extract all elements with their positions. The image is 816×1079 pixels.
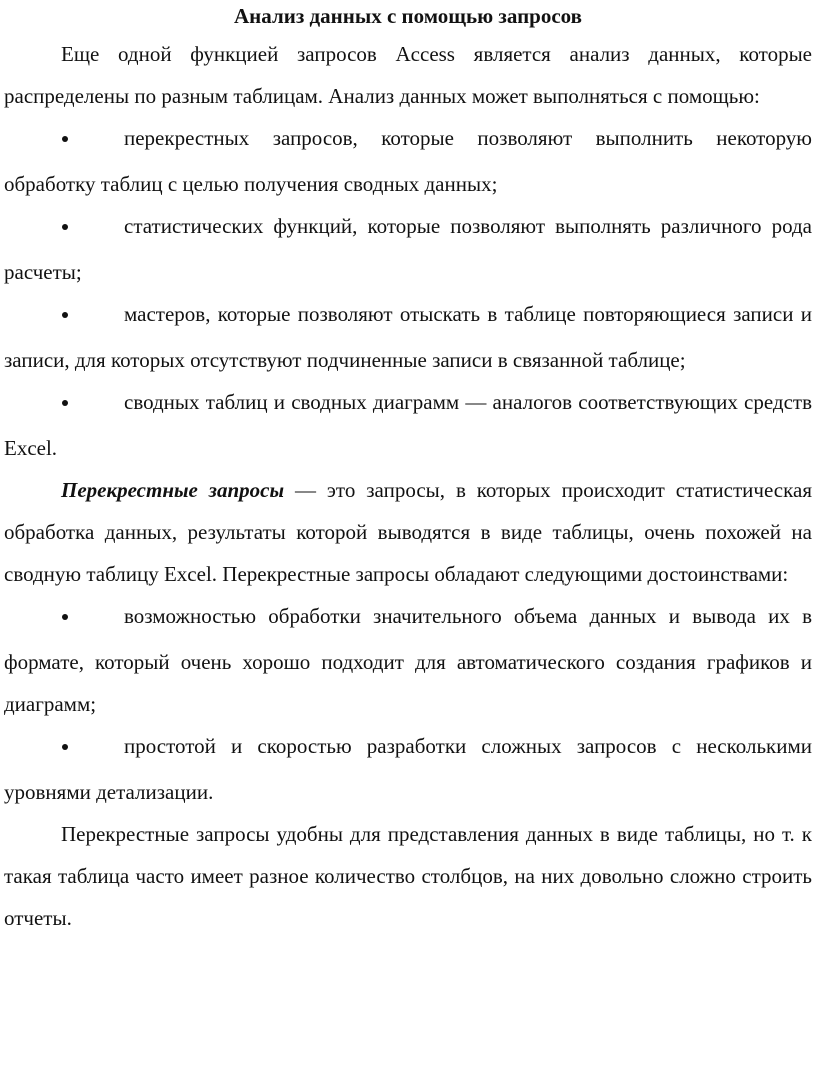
cross-query-term: Перекрестные запросы bbox=[61, 478, 285, 502]
list-item bbox=[4, 293, 812, 381]
bullet-icon bbox=[4, 121, 124, 163]
document-title: Анализ данных с помощью запросов bbox=[234, 4, 582, 28]
cross-query-definition: — это запросы, в которых происходит статистическая обработка данных, результаты которой выводятся в виде таблицы, очень похожей на сводную таблицу Excel. Перекрестные запросы обладают следующими достоинствами: bbox=[4, 478, 812, 586]
bullet-icon bbox=[4, 297, 124, 339]
list-item bbox=[4, 205, 812, 293]
intro-paragraph: Еще одной функцией запросов Access является анализ данных, которые распределены по разным таблицам. Анализ данных может выполняться с помощью: bbox=[4, 42, 812, 108]
list-item bbox=[4, 595, 812, 725]
list-item-text: сводных таблиц и сводных диаграмм — аналогов соответствующих средств Excel. bbox=[4, 390, 812, 460]
analysis-methods-list bbox=[4, 117, 812, 469]
list-item bbox=[4, 381, 812, 469]
list-item-text: простотой и скоростью разработки сложных запросов с несколькими уровнями детализации. bbox=[4, 734, 812, 804]
list-item-text: возможностью обработки значительного объема данных и вывода их в формате, который очень хорошо подходит для автоматического создания графиков и диаграмм; bbox=[4, 604, 812, 716]
list-item bbox=[4, 117, 812, 205]
advantages-list bbox=[4, 595, 812, 813]
list-item bbox=[4, 725, 812, 813]
closing-paragraph: Перекрестные запросы удобны для представления данных в виде таблицы, но т. к такая таблица часто имеет разное количество столбцов, на них довольно сложно строить отчеты. bbox=[4, 822, 812, 930]
bullet-icon bbox=[4, 599, 124, 641]
bullet-icon bbox=[4, 209, 124, 251]
list-item-text: перекрестных запросов, которые позволяют выполнить некоторую обработку таблиц с целью получения сводных данных; bbox=[4, 126, 812, 196]
bullet-icon bbox=[4, 729, 124, 771]
bullet-icon bbox=[4, 385, 124, 427]
list-item-text: мастеров, которые позволяют отыскать в таблице повторяющиеся записи и записи, для которых отсутствуют подчиненные записи в связанной таблице; bbox=[4, 302, 812, 372]
cross-query-paragraph bbox=[4, 469, 812, 595]
list-item-text: статистических функций, которые позволяют выполнять различного рода расчеты; bbox=[4, 214, 812, 284]
